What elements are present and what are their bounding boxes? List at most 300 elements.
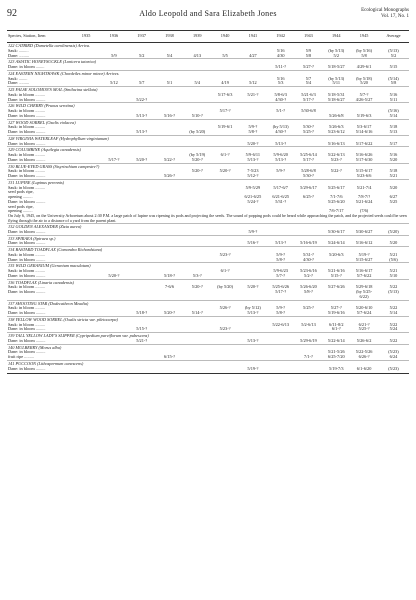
row-label: Dane: in bloom .........: [8, 273, 46, 278]
table-cell: 5/20-?: [164, 311, 175, 316]
bottom-rule-cell: [7, 371, 409, 374]
table-cell: 5/24: [389, 327, 398, 332]
table-cell: 5/29-6/19: [300, 338, 317, 343]
table-cell: 4/30: [276, 53, 285, 58]
row-label: Dane: in bloom .........: [8, 257, 46, 262]
table-cell: 5/3-?: [192, 273, 202, 278]
table-cell: 4/29-6/1: [356, 65, 372, 69]
table-cell: 7-6/6: [164, 285, 175, 290]
table-cell: 5/7: [138, 81, 145, 86]
table-cell: 5/27-6/26: [327, 285, 345, 290]
row-label: Dane: .........: [8, 81, 30, 86]
table-cell: 5/3-6/17: [356, 125, 372, 130]
table-cell: 5/26-6/20: [300, 285, 317, 290]
table-cell: (5/16): [388, 109, 399, 113]
species-label: 125 FALSE SOLOMON'S SEAL (Smilacina stellata): [7, 87, 409, 93]
row-label: Sauk: in bloom .........: [8, 269, 46, 274]
row-label: opening .........: [8, 209, 33, 214]
table-cell: 5/9-6/20: [273, 153, 288, 157]
table-cell: 5/22-?: [136, 97, 148, 102]
table-cell: 5/14-?: [191, 311, 203, 316]
table-cell: 4/26-5/27: [355, 97, 373, 102]
table-cell: 5/13-?: [247, 311, 259, 316]
row-label: Sauk: in bloom .........: [8, 322, 46, 327]
table-cell: 5/12: [110, 81, 118, 86]
table-cell: 5/10: [389, 273, 398, 278]
table-cell: 5/17-6/22: [355, 141, 373, 146]
table-cell: 5/30-?: [302, 125, 314, 130]
table-cell: 5/25-6/17: [327, 185, 345, 190]
row-label: Sauk: in bloom .........: [8, 285, 46, 290]
species-label: 132 GOLDEN ALEXANDER (Zizia aurea): [7, 224, 409, 230]
column-header-item: Species, Station, Item: [7, 31, 72, 43]
row-label: Dane: in bloom .........: [8, 366, 46, 371]
table-cell: 5/16: [276, 76, 285, 81]
page: [7, 8, 409, 374]
table-cell: (by 5/12): [244, 306, 261, 311]
journal-name: Ecological Monographs: [361, 8, 409, 13]
table-cell: 5/7-6/24: [356, 311, 372, 316]
species-label: 136 TOADFLAX (Linaria canadensis): [7, 279, 409, 285]
table-cell: 5/20-?: [136, 157, 148, 162]
table-cell: 5/13-?: [275, 157, 287, 162]
table-cell: 5/30-6/17: [327, 229, 345, 234]
table-cell: 5/8-?: [248, 130, 258, 134]
table-cell: 5/21-6/16: [327, 269, 345, 274]
table-cell: 5/25-?: [302, 130, 314, 134]
table-cell: 7/8-7/?: [357, 195, 371, 199]
table-cell: 5/8-?: [276, 311, 286, 316]
column-header-year: 1941: [239, 31, 267, 43]
table-cell: 6/11-8/2: [329, 322, 344, 327]
species-label: 123 ASIATIC HONEYSUCKLE (Lonicera tatarica): [7, 59, 409, 65]
table-cell: (by 5/13): [328, 76, 345, 81]
table-cell: 6/24: [389, 355, 398, 360]
table-cell: 5/22-6/14: [327, 338, 345, 343]
table-cell: 5/25-?: [302, 306, 314, 311]
table-cell: 5/21: [389, 174, 398, 178]
table-cell: 5/18-?: [136, 311, 148, 316]
column-header-year: 1940: [211, 31, 239, 43]
table-cell: 5/16-?: [164, 113, 175, 118]
table-cell: 5/2: [138, 53, 145, 58]
table-cell: 5/23-6/6: [356, 174, 372, 178]
table-cell: 5/18-?: [164, 273, 175, 278]
table-cell: 5/11: [332, 81, 341, 86]
table-cell: 5/21: [389, 252, 398, 257]
table-cell: 5/9-5/29: [245, 185, 261, 190]
table-cell: 7/1-?: [304, 355, 313, 360]
table-cell: 5/9-6/23: [273, 269, 288, 274]
table-cell: 5/20-?: [191, 157, 203, 162]
table-cell: (5/23): [388, 350, 399, 355]
table-cell: 5/20: [389, 185, 398, 190]
row-label: Sauk: .........: [8, 48, 29, 53]
phenology-table: [7, 30, 409, 374]
table-cell: 6/25-7/20: [327, 355, 345, 360]
table-cell: (by 5/13): [328, 48, 345, 53]
table-cell: 5/20-?: [219, 169, 231, 174]
table-cell: 5/28-6/8: [301, 169, 316, 174]
table-cell: 5/18: [389, 169, 398, 174]
table-cell: 5/22-?: [330, 169, 342, 174]
table-cell: 5/23-?: [219, 327, 231, 332]
table-cell: 5/16-6/26: [355, 153, 373, 157]
table-cell: 5/16-6/19: [300, 241, 317, 246]
table-cell: 6/1-?: [331, 327, 341, 332]
table-cell: 5/20-?: [191, 285, 203, 290]
row-label: Sauk: in bloom .........: [8, 92, 46, 97]
row-label: seed pods ripe,: [8, 190, 34, 195]
table-cell: 5/18-5/31: [327, 92, 345, 97]
table-cell: 5/21-5/26: [327, 350, 345, 355]
table-cell: 5/21-6/3: [301, 92, 316, 97]
table-cell: 5/27-?: [330, 306, 342, 311]
table-cell: 5/23-6/16: [300, 269, 317, 274]
table-cell: 5/16: [389, 153, 398, 157]
row-label: Dane: .........: [8, 53, 30, 58]
table-cell: 5/9-?: [248, 125, 258, 130]
row-label: Dane: in bloom .........: [8, 157, 46, 162]
table-cell: 5/4: [305, 81, 312, 86]
table-cell: 5/23-6/12: [327, 130, 345, 134]
table-cell: 6/27: [389, 195, 398, 199]
table-cell: 6/21-?: [358, 322, 370, 327]
table-cell: 7/6-7/17: [328, 209, 344, 214]
row-label: Dane: in bloom ........: [8, 65, 45, 69]
table-cell: 5/24-?: [247, 199, 259, 204]
table-cell: 5/3: [277, 81, 284, 86]
table-cell: 5/19-6/16: [327, 311, 345, 316]
table-cell: 5/19-?: [247, 366, 259, 371]
table-cell: 6/1-?: [220, 153, 230, 157]
table-cell: 5/22-?: [164, 157, 175, 162]
table-cell: 5/27-?: [302, 65, 314, 69]
table-cell: 5/18-6/27: [327, 97, 345, 102]
table-cell: 5/15: [389, 65, 398, 69]
table-cell: 5/19-6/1: [217, 125, 233, 130]
table-cell: 5/22: [389, 338, 398, 343]
table-cell: 5/13-?: [136, 113, 148, 118]
table-cell: 5/11-?: [275, 65, 287, 69]
species-label: 141 PUCCOON (Lithospermum canescens): [7, 360, 409, 366]
table-cell: 5/15-?: [330, 273, 342, 278]
table-cell: 5/30-6/8: [301, 109, 316, 113]
row-label: Dane: in bloom .........: [8, 327, 46, 332]
table-cell: 5/29-6/17: [300, 185, 317, 190]
species-label: 139 TALL YELLOW LADY'S SLIPPER (Cypripedium parviflorum var. pubescens): [7, 333, 409, 339]
table-cell: 5/26-6/2: [356, 338, 372, 343]
table-cell: 5/26-?: [219, 306, 231, 311]
table-cell: (5/14): [388, 76, 399, 81]
table-cell: 5/20-?: [108, 273, 120, 278]
table-cell: 5/17-?: [219, 109, 231, 113]
row-label: Sauk: in bloom .........: [8, 185, 46, 190]
table-cell: (by 5/25-: [356, 290, 372, 295]
table-cell: (5/13): [388, 48, 399, 53]
table-cell: 5/25-6/14: [300, 153, 317, 157]
table-cell: 5/20-?: [247, 285, 259, 290]
table-cell: 5/19-?: [358, 252, 370, 257]
table-cell: 6/1-6/20: [356, 366, 372, 371]
table-cell: 5/21-6/24: [355, 199, 373, 204]
row-label: Dane: in bloom .........: [8, 174, 46, 178]
species-label: 133 SPIRAEA (Spiraea sp.): [7, 235, 409, 241]
table-cell: 5/20: [360, 81, 368, 86]
table-cell: 5/22-6/13: [272, 322, 290, 327]
table-cell: 5/11: [389, 97, 398, 102]
table-cell: (7/6): [359, 209, 369, 214]
table-cell: 5/16-6/13: [327, 141, 345, 146]
table-cell: 5/18: [389, 125, 398, 130]
species-label: 129 COLUMBINE (Aquilegia canadensis): [7, 147, 409, 153]
journal-volume: Vol. 17, No. 1: [381, 14, 409, 19]
table-cell: 5/15-?: [136, 327, 148, 332]
column-header-year: 1944: [322, 31, 350, 43]
table-cell: 5/17-?: [275, 290, 287, 295]
table-cell: 5/8-?: [276, 257, 286, 262]
table-bottom-rule: [7, 371, 409, 374]
journal-info: [361, 8, 409, 20]
table-cell: 5/20: [389, 157, 398, 162]
table-header-row: [7, 31, 409, 43]
table-cell: 5/17-?: [302, 157, 314, 162]
table-cell: 5/22: [389, 322, 398, 327]
species-label: 124 EASTERN NIGHTHAWK (Chordeiles minor minor) Arrives.: [7, 70, 409, 76]
page-number: 92: [7, 8, 17, 19]
table-cell: 5/9-?: [248, 229, 258, 234]
row-label: Dane: in bloom .........: [8, 338, 46, 343]
table-cell: 5/22: [389, 285, 398, 290]
page-header: [7, 8, 409, 30]
species-label: 140 MULBERRY (Morus alba): [7, 344, 409, 350]
row-label: Dane: in bloom .........: [8, 241, 46, 246]
table-cell: (by 5/16): [356, 48, 372, 53]
table-cell: (by 5/18): [356, 76, 372, 81]
column-header-year: 1942: [267, 31, 295, 43]
table-cell: 5/25-6/20: [327, 199, 345, 204]
table-cell: 5/17-6/3: [217, 92, 233, 97]
table-cell: 5/7-?: [276, 273, 286, 278]
table-cell: 5/8: [361, 53, 367, 58]
table-cell: 5/16: [389, 92, 398, 97]
table-cell: 5/10-?: [191, 113, 203, 118]
table-cell: 7-5/23: [247, 169, 259, 174]
note-text: On July 6, 1945, on the University Arboretum about 2:30 P.M. a large patch of lupine was ripening its pods and projecting the seeds. The sound of popping pods could be heard while approaching the patch, and the projected seeds could be seen flying through the air to a distance of a yard from the parent plant.: [8, 214, 407, 223]
row-label: Sauk: in bloom .........: [8, 125, 46, 130]
table-cell: 4/13: [193, 53, 202, 58]
table-cell: (5/6): [389, 257, 398, 262]
table-cell: 5/9-?: [276, 252, 286, 257]
table-cell: 5/25: [389, 199, 398, 204]
table-cell: 5/8: [390, 81, 397, 86]
table-cell: 5/20-6/10: [355, 306, 373, 311]
table-cell: (5/23): [388, 366, 399, 371]
table-cell: 5/14-6/16: [355, 130, 373, 134]
table-cell: 4/30-?: [302, 257, 314, 262]
species-label: 138 YELLOW WOOD SORREL (Oxalis stricta var. piletocarpa): [7, 316, 409, 322]
table-cell: 5/23-?: [219, 252, 231, 257]
species-label: 134 BASTARD TOADFLAX (Comandra Richardsiana): [7, 247, 409, 253]
table-cell: 5/13-?: [247, 338, 259, 343]
table-cell: 5/2: [333, 53, 340, 58]
table-cell: 5/26-?: [164, 174, 175, 178]
table-cell: 5/17-?: [108, 157, 120, 162]
table-cell: 5/13-?: [247, 157, 259, 162]
table-cell: 5/22-6/13: [327, 153, 345, 157]
table-cell: 5/31-?: [275, 199, 287, 204]
table-cell: 5/7-6/22: [356, 273, 372, 278]
table-cell: 6/21-6/25: [272, 195, 290, 199]
table-cell: 6/1-?: [220, 269, 230, 274]
table-cell: 5/2: [390, 53, 397, 58]
table-cell: 5/7-?: [359, 92, 369, 97]
row-label: fruit ripe .........: [8, 355, 34, 360]
table-cell: 5/29-6/18: [355, 285, 373, 290]
table-cell: 5/16-6/12: [355, 241, 373, 246]
table-cell: (by 5/20): [217, 285, 234, 290]
row-label: Dane: in bloom .........: [8, 130, 46, 134]
table-cell: 5/13: [389, 130, 398, 134]
table-cell: 5/21-7/4: [356, 185, 372, 190]
row-label: Sauk: in bloom .........: [8, 306, 46, 311]
table-cell: 5/12: [249, 81, 257, 86]
table-cell: (by 5/13): [272, 125, 289, 130]
species-label: 135 WILD GERANIUM (Geranium maculatum): [7, 263, 409, 269]
table-cell: 5/9-?: [276, 306, 286, 311]
column-header-year: 1939: [183, 31, 211, 43]
table-cell: 5/9-?: [276, 169, 286, 174]
table-cell: 6/25-?: [302, 195, 314, 199]
table-cell: 5/15-6/27: [355, 257, 373, 262]
column-header-year: 1936: [100, 31, 128, 43]
table-cell: 5/22: [389, 306, 398, 311]
column-header-year: 1945: [350, 31, 378, 43]
row-label: Dane: in bloom .........: [8, 199, 46, 204]
table-cell: 5/1-?: [276, 109, 286, 113]
table-cell: 5/16-?: [247, 241, 259, 246]
row-label: Dane: in bloom .........: [8, 229, 46, 234]
table-cell: 5/8: [305, 53, 312, 58]
species-label: 122 CATBIRD (Dumetella carolinensis) Arriva.: [7, 43, 409, 49]
table-cell: 5/26-6/8: [328, 113, 344, 118]
table-cell: 5/16: [276, 48, 285, 53]
table-cell: 5/21-?: [247, 92, 259, 97]
species-label: 127 WOOD SORREL (Oxalis violacea): [7, 119, 409, 125]
table-cell: 7/1-7/6: [330, 195, 343, 199]
table-cell: 5/15-6/17: [355, 169, 373, 174]
table-cell: 5/9-6/11: [245, 153, 261, 157]
table-cell: 5/18-5/27: [327, 65, 345, 69]
table-cell: 5/8-6/3: [274, 92, 287, 97]
table-cell: 5/19-6/3: [356, 113, 372, 118]
table-cell: 5/26-6/3: [328, 125, 344, 130]
table-cell: 5/4: [166, 53, 173, 58]
species-label: 126 WILD CHERRY (Prunus serotina): [7, 103, 409, 109]
row-label: seed pods ripe,: [8, 204, 34, 209]
table-cell: 6/21-6/25: [244, 195, 262, 199]
row-label: Sauk: ........: [8, 76, 28, 81]
table-cell: (5/20): [388, 229, 399, 234]
table-cell: 5/7: [305, 76, 312, 81]
table-cell: 5/22-5/26: [355, 350, 373, 355]
table-cell: 5/2-6/13: [301, 322, 316, 327]
table-cell: 5/14: [389, 113, 398, 118]
row-label: Dane: in bloom .........: [8, 350, 46, 355]
table-cell: 5/24-6/14: [327, 241, 345, 246]
table-cell: 5/4: [194, 81, 201, 86]
table-cell: 5/9: [305, 48, 312, 53]
species-label: 137 SHOOTING STAR (Dodecatheon Meadia): [7, 300, 409, 306]
table-cell: 4/30-?: [275, 130, 287, 134]
table-cell: (5/13): [388, 290, 399, 295]
column-header-year: 1935: [72, 31, 100, 43]
row-label: Dane: in bloom .........: [8, 141, 46, 146]
table-cell: 5/2-?: [304, 273, 313, 278]
table-cell: 5/31-?: [302, 252, 314, 257]
table-cell: 5/12-?: [247, 174, 259, 178]
row-label: Sauk: in bloom .........: [8, 169, 46, 174]
column-header-year: 1937: [128, 31, 156, 43]
table-cell: (by 5/20): [189, 130, 206, 134]
table-cell: 5/1: [166, 81, 173, 86]
table-cell: (by 5/19): [189, 153, 206, 157]
species-label: 128 VIRGINIA WATERLEAF (Hydrophyllum virginianum): [7, 135, 409, 141]
table-cell: 5/5: [222, 53, 228, 58]
column-header-year: 1938: [156, 31, 184, 43]
row-label: Dane: in bloom .........: [8, 290, 46, 295]
table-cell: 5/30-6/27: [355, 229, 373, 234]
table-cell: 5/9: [111, 53, 117, 58]
row-label: opening .........: [8, 195, 33, 199]
table-cell: 5/19-7/3: [328, 366, 344, 371]
page-title: Aldo Leopold and Sara Elizabeth Jones: [139, 9, 277, 18]
table-cell: 5/17-6/30: [355, 157, 373, 162]
table-cell: 5/20-6/3: [328, 252, 344, 257]
table-cell: 5/25-?: [358, 327, 370, 332]
table-cell: 6/15-?: [164, 355, 175, 360]
row-label: Dane: in bloom .........: [8, 113, 46, 118]
row-label: Sauk: in bloom .........: [8, 252, 46, 257]
table-cell: 5/30-?: [302, 174, 314, 178]
table-cell: 6/26-?: [358, 355, 370, 360]
table-cell: 5/14: [389, 311, 398, 316]
table-cell: 5/20-?: [191, 169, 203, 174]
table-cell: 4/19: [221, 81, 229, 86]
species-label: 130 BLUE-EYED GRASS (Sisyrinchium campestre?): [7, 163, 409, 169]
table-cell: 5/20-?: [247, 141, 259, 146]
table-cell: 5/13-?: [275, 241, 287, 246]
row-label: Sauk: in bloom .........: [8, 153, 46, 157]
table-cell: 5/25-6/26: [272, 285, 290, 290]
row-label: Dane: in bloom .........: [8, 311, 46, 316]
table-cell: 5/13-?: [136, 130, 148, 134]
row-label: Sauk: in bloom .........: [8, 109, 46, 113]
table-cell: 4/27: [249, 53, 257, 58]
table-cell: 5/17-6/7: [273, 185, 288, 190]
note-row: [7, 214, 409, 224]
table-cell: 5/13-?: [275, 141, 287, 146]
table-cell: 5/8-?: [304, 290, 313, 295]
table-cell: 4/30-?: [275, 97, 287, 102]
table-cell: 5/21-?: [136, 338, 148, 343]
table-cell: 5/17-?: [302, 97, 314, 102]
table-cell: 5/16-6/17: [355, 269, 373, 274]
table-cell: 5/17: [389, 141, 398, 146]
column-header-year: 1943: [295, 31, 323, 43]
table-cell: 5/23-?: [330, 157, 342, 162]
row-label: Dane: in bloom .........: [8, 97, 46, 102]
